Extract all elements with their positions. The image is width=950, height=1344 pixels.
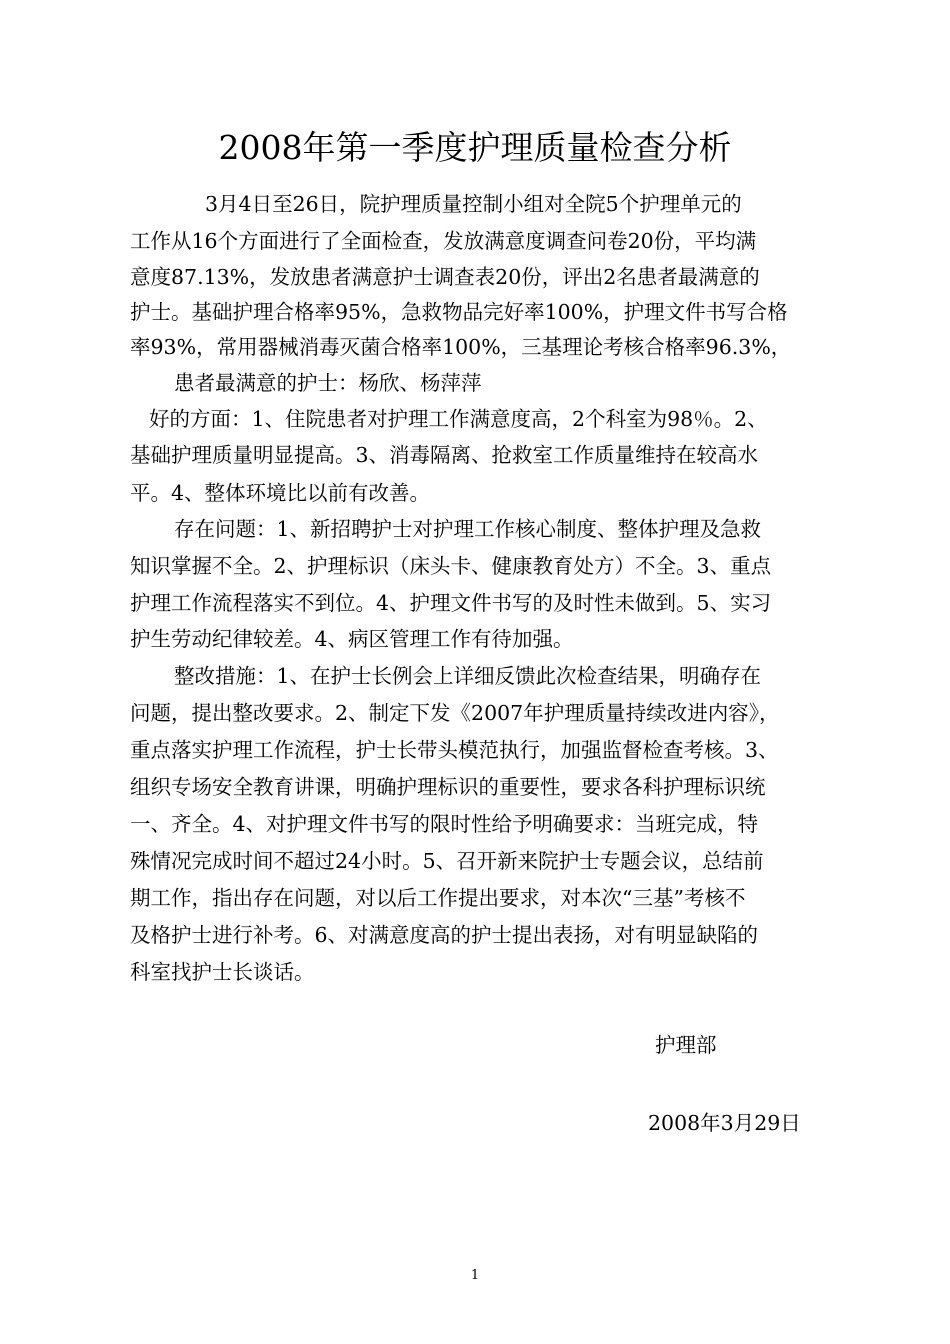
paragraph-line: 基础护理质量明显提高。3、消毒隔离、抢救室工作质量维持在较高水 xyxy=(130,443,759,467)
paragraph-line: 及格护士进行补考。6、对满意度高的护士提出表扬，对有明显缺陷的 xyxy=(130,923,759,947)
paragraph-line: 整改措施：1、在护士长例会上详细反馈此次检查结果，明确存在 xyxy=(174,664,762,688)
paragraph-line: 重点落实护理工作流程，护士长带头模范执行，加强监督检查考核。3、 xyxy=(130,738,779,762)
paragraph-line: 好的方面：1、住院患者对护理工作满意度高，2个科室为98％。2、 xyxy=(149,407,768,431)
paragraph-line: 组织专场安全教育讲课，明确护理标识的重要性，要求各科护理标识统 xyxy=(130,775,766,799)
paragraph-line: 一、齐全。4、对护理文件书写的限时性给予明确要求：当班完成，特 xyxy=(130,812,759,836)
paragraph-line: 平。4、整体环境比以前有改善。 xyxy=(130,481,431,505)
paragraph-line: 科室找护士长谈话。 xyxy=(130,960,315,984)
paragraph-line: 3月4日至26日，院护理质量控制小组对全院5个护理单元的 xyxy=(205,192,742,216)
paragraph-line: 率93%，常用器械消毒灭菌合格率100%，三基理论考核合格率96.3%， xyxy=(130,335,792,359)
page-number: 1 xyxy=(470,1268,480,1283)
document-date: 2008年3月29日 xyxy=(648,1111,801,1135)
paragraph-line: 护理工作流程落实不到位。4、护理文件书写的及时性未做到。5、实习 xyxy=(130,591,772,615)
document-title: 2008年第一季度护理质量检查分析 xyxy=(218,128,732,167)
paragraph-line: 护士。基础护理合格率95%，急救物品完好率100%，护理文件书写合格 xyxy=(130,300,788,324)
paragraph-line: 殊情况完成时间不超过24小时。5、召开新来院护士专题会议，总结前 xyxy=(130,849,764,873)
paragraph-line: 护生劳动纪律较差。4、病区管理工作有待加强。 xyxy=(130,627,574,651)
paragraph-line: 患者最满意的护士：杨欣、杨萍萍 xyxy=(174,371,482,395)
signature-department: 护理部 xyxy=(655,1033,717,1057)
paragraph-line: 工作从16个方面进行了全面检查，发放满意度调查问卷20份，平均满 xyxy=(130,229,757,253)
paragraph-line: 期工作，指出存在问题，对以后工作提出要求，对本次“三基”考核不 xyxy=(130,886,746,910)
paragraph-line: 存在问题：1、新招聘护士对护理工作核心制度、整体护理及急救 xyxy=(174,517,762,541)
paragraph-line: 问题，提出整改要求。2、制定下发《2007年护理质量持续改进内容》， xyxy=(130,701,780,725)
paragraph-line: 意度87.13%，发放患者满意护士调查表20份，评出2名患者最满意的 xyxy=(130,265,760,289)
paragraph-line: 知识掌握不全。2、护理标识（床头卡、健康教育处方）不全。3、重点 xyxy=(130,554,772,578)
